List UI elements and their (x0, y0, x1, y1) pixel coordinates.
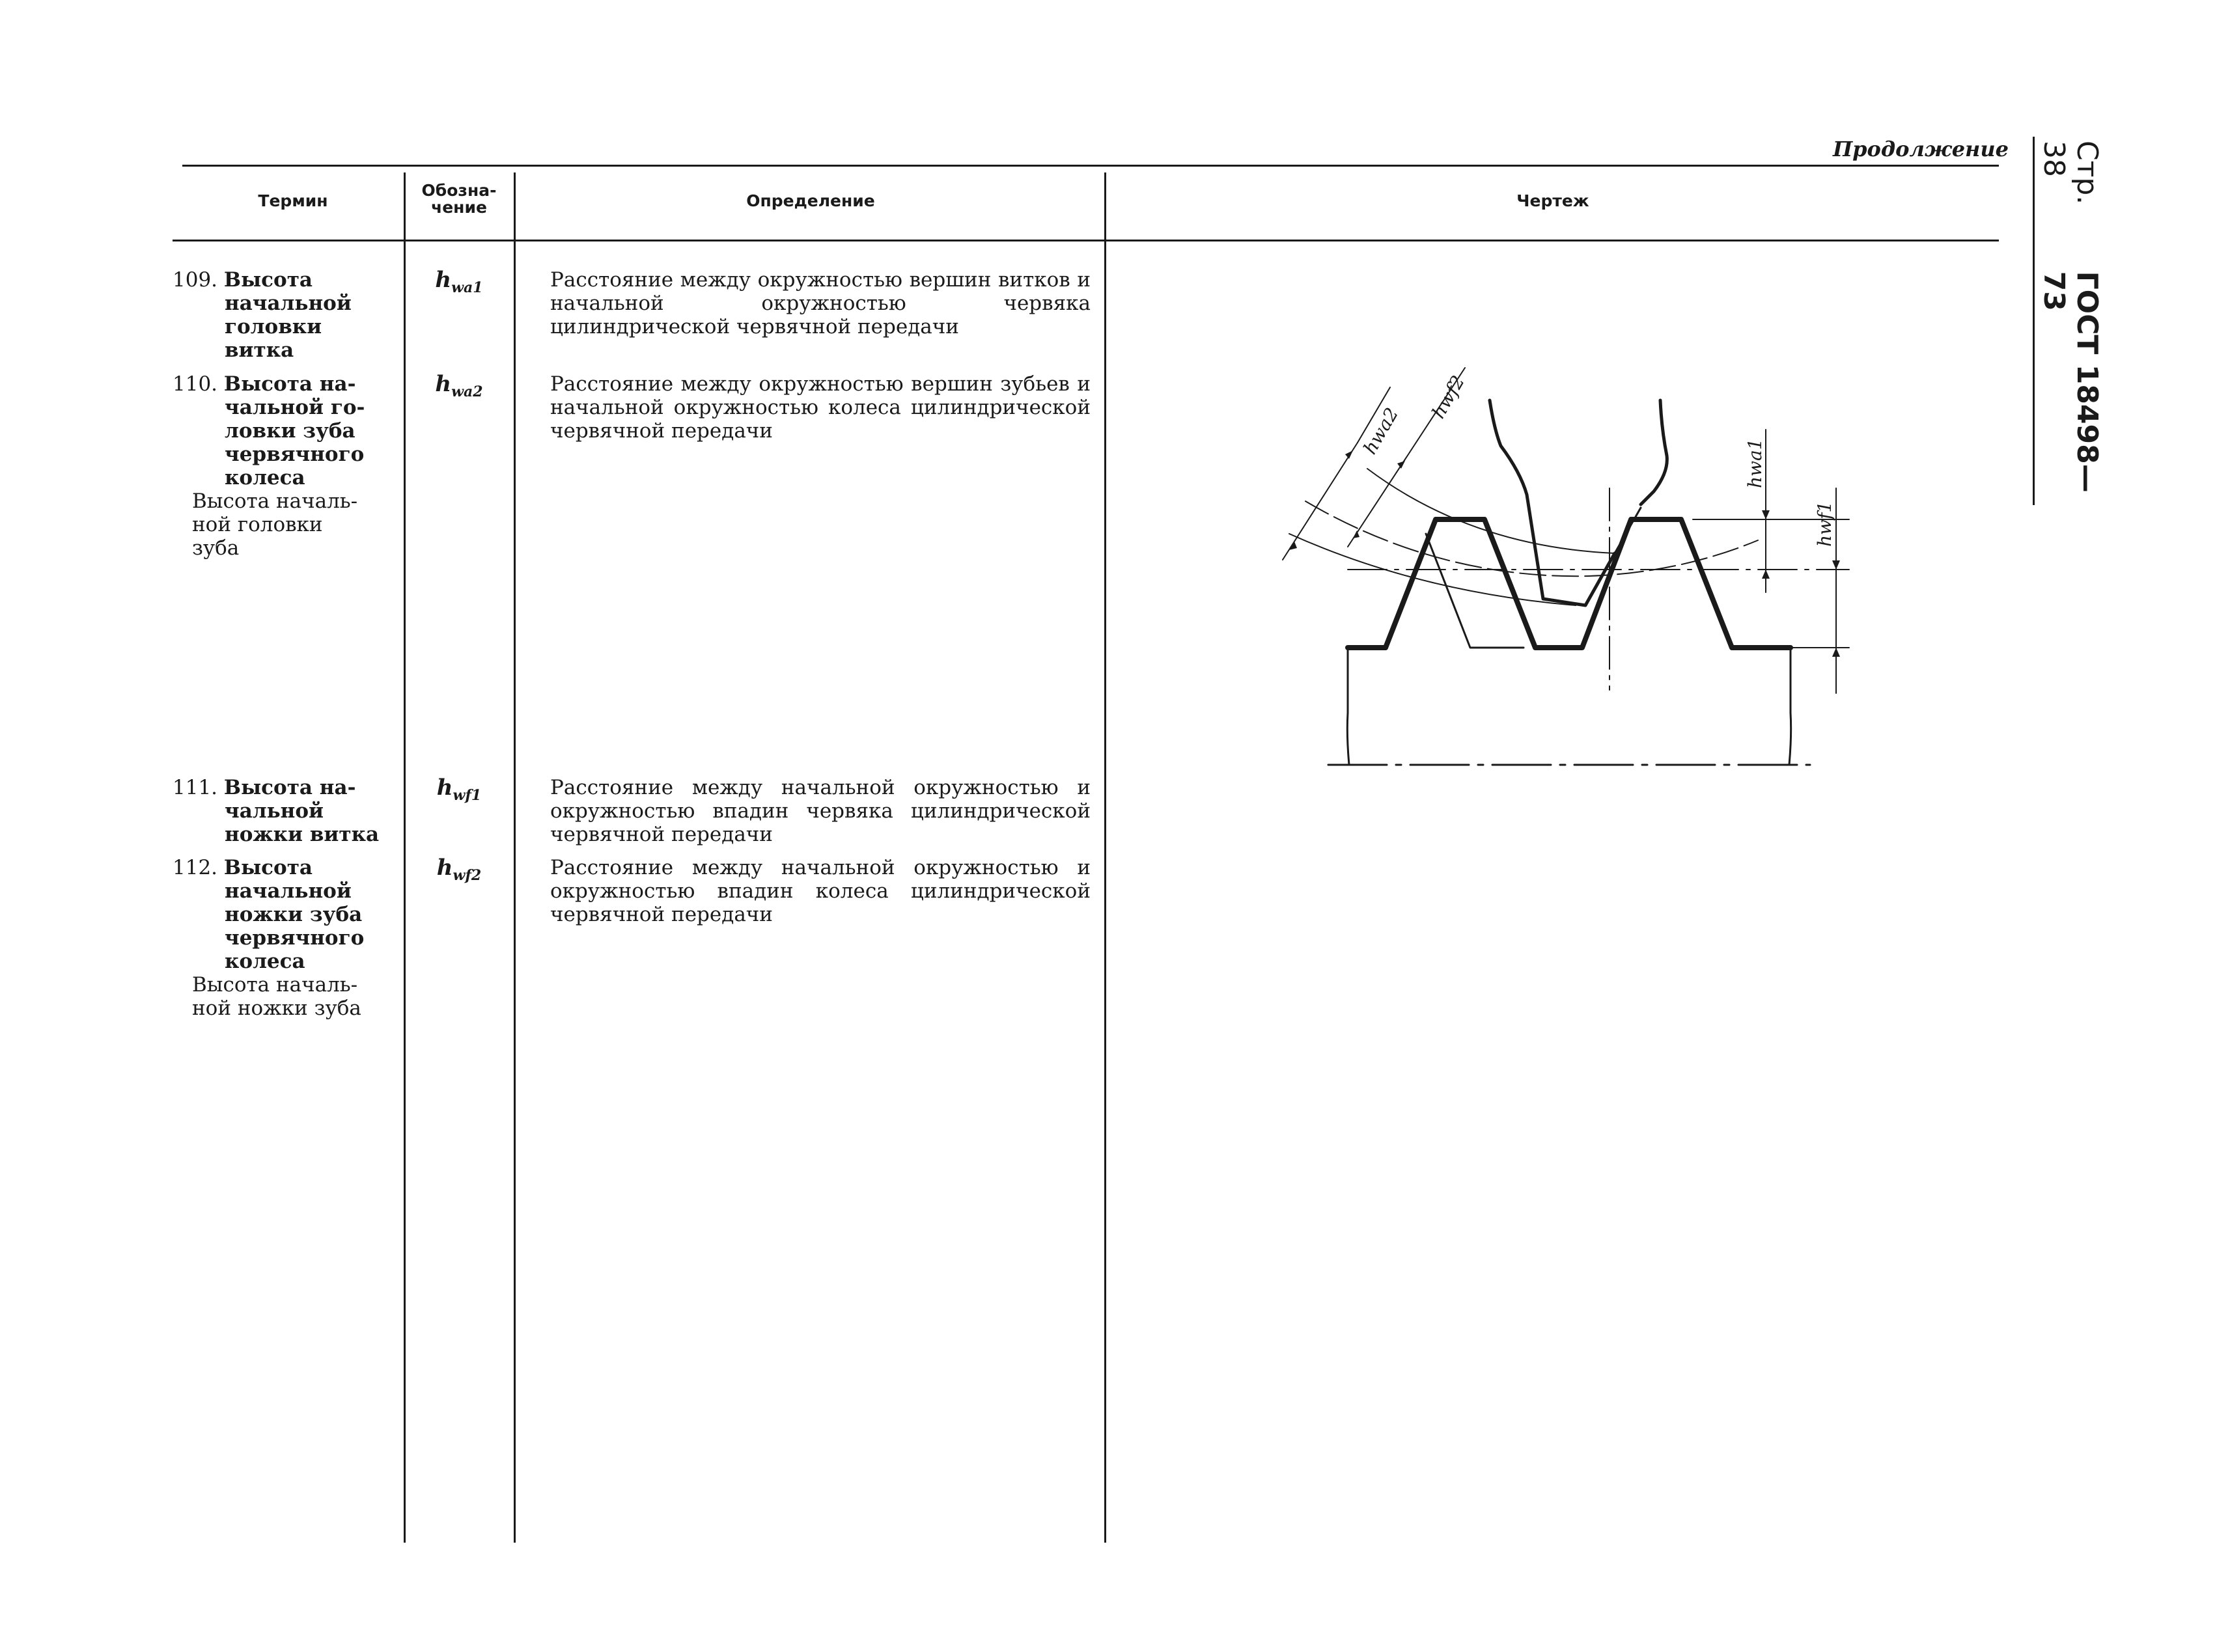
term-line: Высота на- (223, 776, 356, 799)
side-header-rule (2033, 137, 2035, 505)
term-line: начальной (225, 879, 352, 903)
symbol-110 (407, 371, 511, 400)
term-line: червячного (225, 443, 365, 466)
gear-tooth-drawing (1276, 358, 1862, 788)
term-111 (173, 776, 387, 846)
standard-number: ГОСТ 18498—73 (2037, 271, 2104, 493)
arrow-hwa1-a (1762, 510, 1770, 519)
arrow-hwa1-b (1762, 570, 1770, 579)
wheel-right-bottom (1615, 508, 1641, 553)
worm-thread-profile (1348, 519, 1791, 648)
term-line: Высота (223, 268, 313, 292)
header-symbol-line1: Обозна- (421, 181, 497, 200)
synonym-line: зуба (192, 536, 240, 560)
arrow-hwf1-b (1832, 648, 1840, 657)
label-hwa1: hwa1 (1744, 438, 1766, 488)
term-line: червячного (225, 926, 365, 950)
term-line: начальной (225, 292, 352, 315)
definition-112: Расстояние между начальной окружностью и окружностью впадин колеса цилиндрической червячной передачи (550, 856, 1091, 926)
definition-109: Расстояние между окружностью вершин витков и начальной окружностью червяка цилиндрической червячной передачи (550, 268, 1091, 338)
arrow-hwf2-b (1397, 461, 1405, 469)
symbol-base: h (435, 267, 452, 293)
symbol-111 (407, 775, 511, 804)
term-line: колеса (225, 466, 305, 489)
arrow-hwa2-b (1345, 450, 1353, 459)
definition-110: Расстояние между окружностью вершин зубьев и начальной окружностью колеса цилиндрической червячной передачи (550, 372, 1091, 443)
definition-111: Расстояние между начальной окружностью и окружностью впадин червяка цилиндрической червячной передачи (550, 776, 1091, 846)
term-line: витка (225, 338, 294, 362)
term-line: чальной го- (225, 396, 365, 419)
term-number: 110. (173, 372, 218, 396)
term-number: 111. (173, 776, 218, 799)
term-line: Высота (223, 856, 313, 879)
term-line: ловки зуба (225, 419, 355, 443)
synonym-line: ной ножки зуба (192, 997, 361, 1020)
symbol-base: h (436, 775, 453, 801)
symbol-subscript: wf1 (453, 786, 482, 804)
header-definition: Определение (746, 191, 875, 210)
column-divider-1 (404, 172, 406, 1543)
term-line: колеса (225, 950, 305, 973)
term-number: 112. (173, 856, 218, 879)
symbol-112 (407, 855, 511, 884)
arrow-hwf1-a (1832, 560, 1840, 570)
synonym-line: ной головки (192, 513, 323, 536)
column-divider-3 (1104, 172, 1106, 1543)
header-term: Термин (258, 191, 328, 210)
arrow-hwf2-a (1353, 530, 1359, 538)
table-top-rule (182, 165, 1999, 167)
symbol-subscript: wa2 (451, 383, 483, 400)
label-hwf2: hwf2 (1427, 372, 1470, 422)
column-divider-2 (514, 172, 516, 1543)
table-header-rule (173, 240, 1999, 241)
wheel-tooth-right-flank (1641, 400, 1667, 504)
symbol-subscript: wa1 (451, 279, 483, 296)
symbol-base: h (435, 371, 452, 397)
term-line: головки (225, 315, 322, 338)
symbol-subscript: wf2 (453, 866, 482, 884)
term-line: Высота на- (223, 372, 356, 396)
page-number: Стр. 38 (2037, 141, 2104, 205)
term-112 (173, 856, 387, 1020)
header-drawing: Чертеж (1516, 191, 1589, 210)
side-header (2039, 141, 2102, 505)
label-hwf1: hwf1 (1814, 501, 1835, 547)
dim-hwa2-line (1283, 443, 1358, 560)
symbol-109 (407, 267, 511, 296)
wheel-profile-contour (1426, 534, 1524, 648)
term-110 (173, 372, 387, 560)
worm-body-left-edge (1347, 648, 1349, 765)
term-line: чальной (225, 799, 324, 823)
label-hwa2: hwa2 (1359, 404, 1403, 458)
term-line: ножки витка (225, 823, 380, 846)
header-symbol-line2: чение (431, 198, 487, 217)
worm-body-right-edge (1789, 648, 1791, 765)
synonym-line: Высота началь- (192, 973, 358, 997)
symbol-base: h (436, 855, 453, 881)
term-line: ножки зуба (225, 903, 363, 926)
synonym-line: Высота началь- (192, 489, 358, 513)
term-109 (173, 268, 387, 362)
header-symbol (407, 182, 511, 217)
term-number: 109. (173, 268, 218, 292)
continuation-label: Продолжение (1832, 137, 2009, 161)
